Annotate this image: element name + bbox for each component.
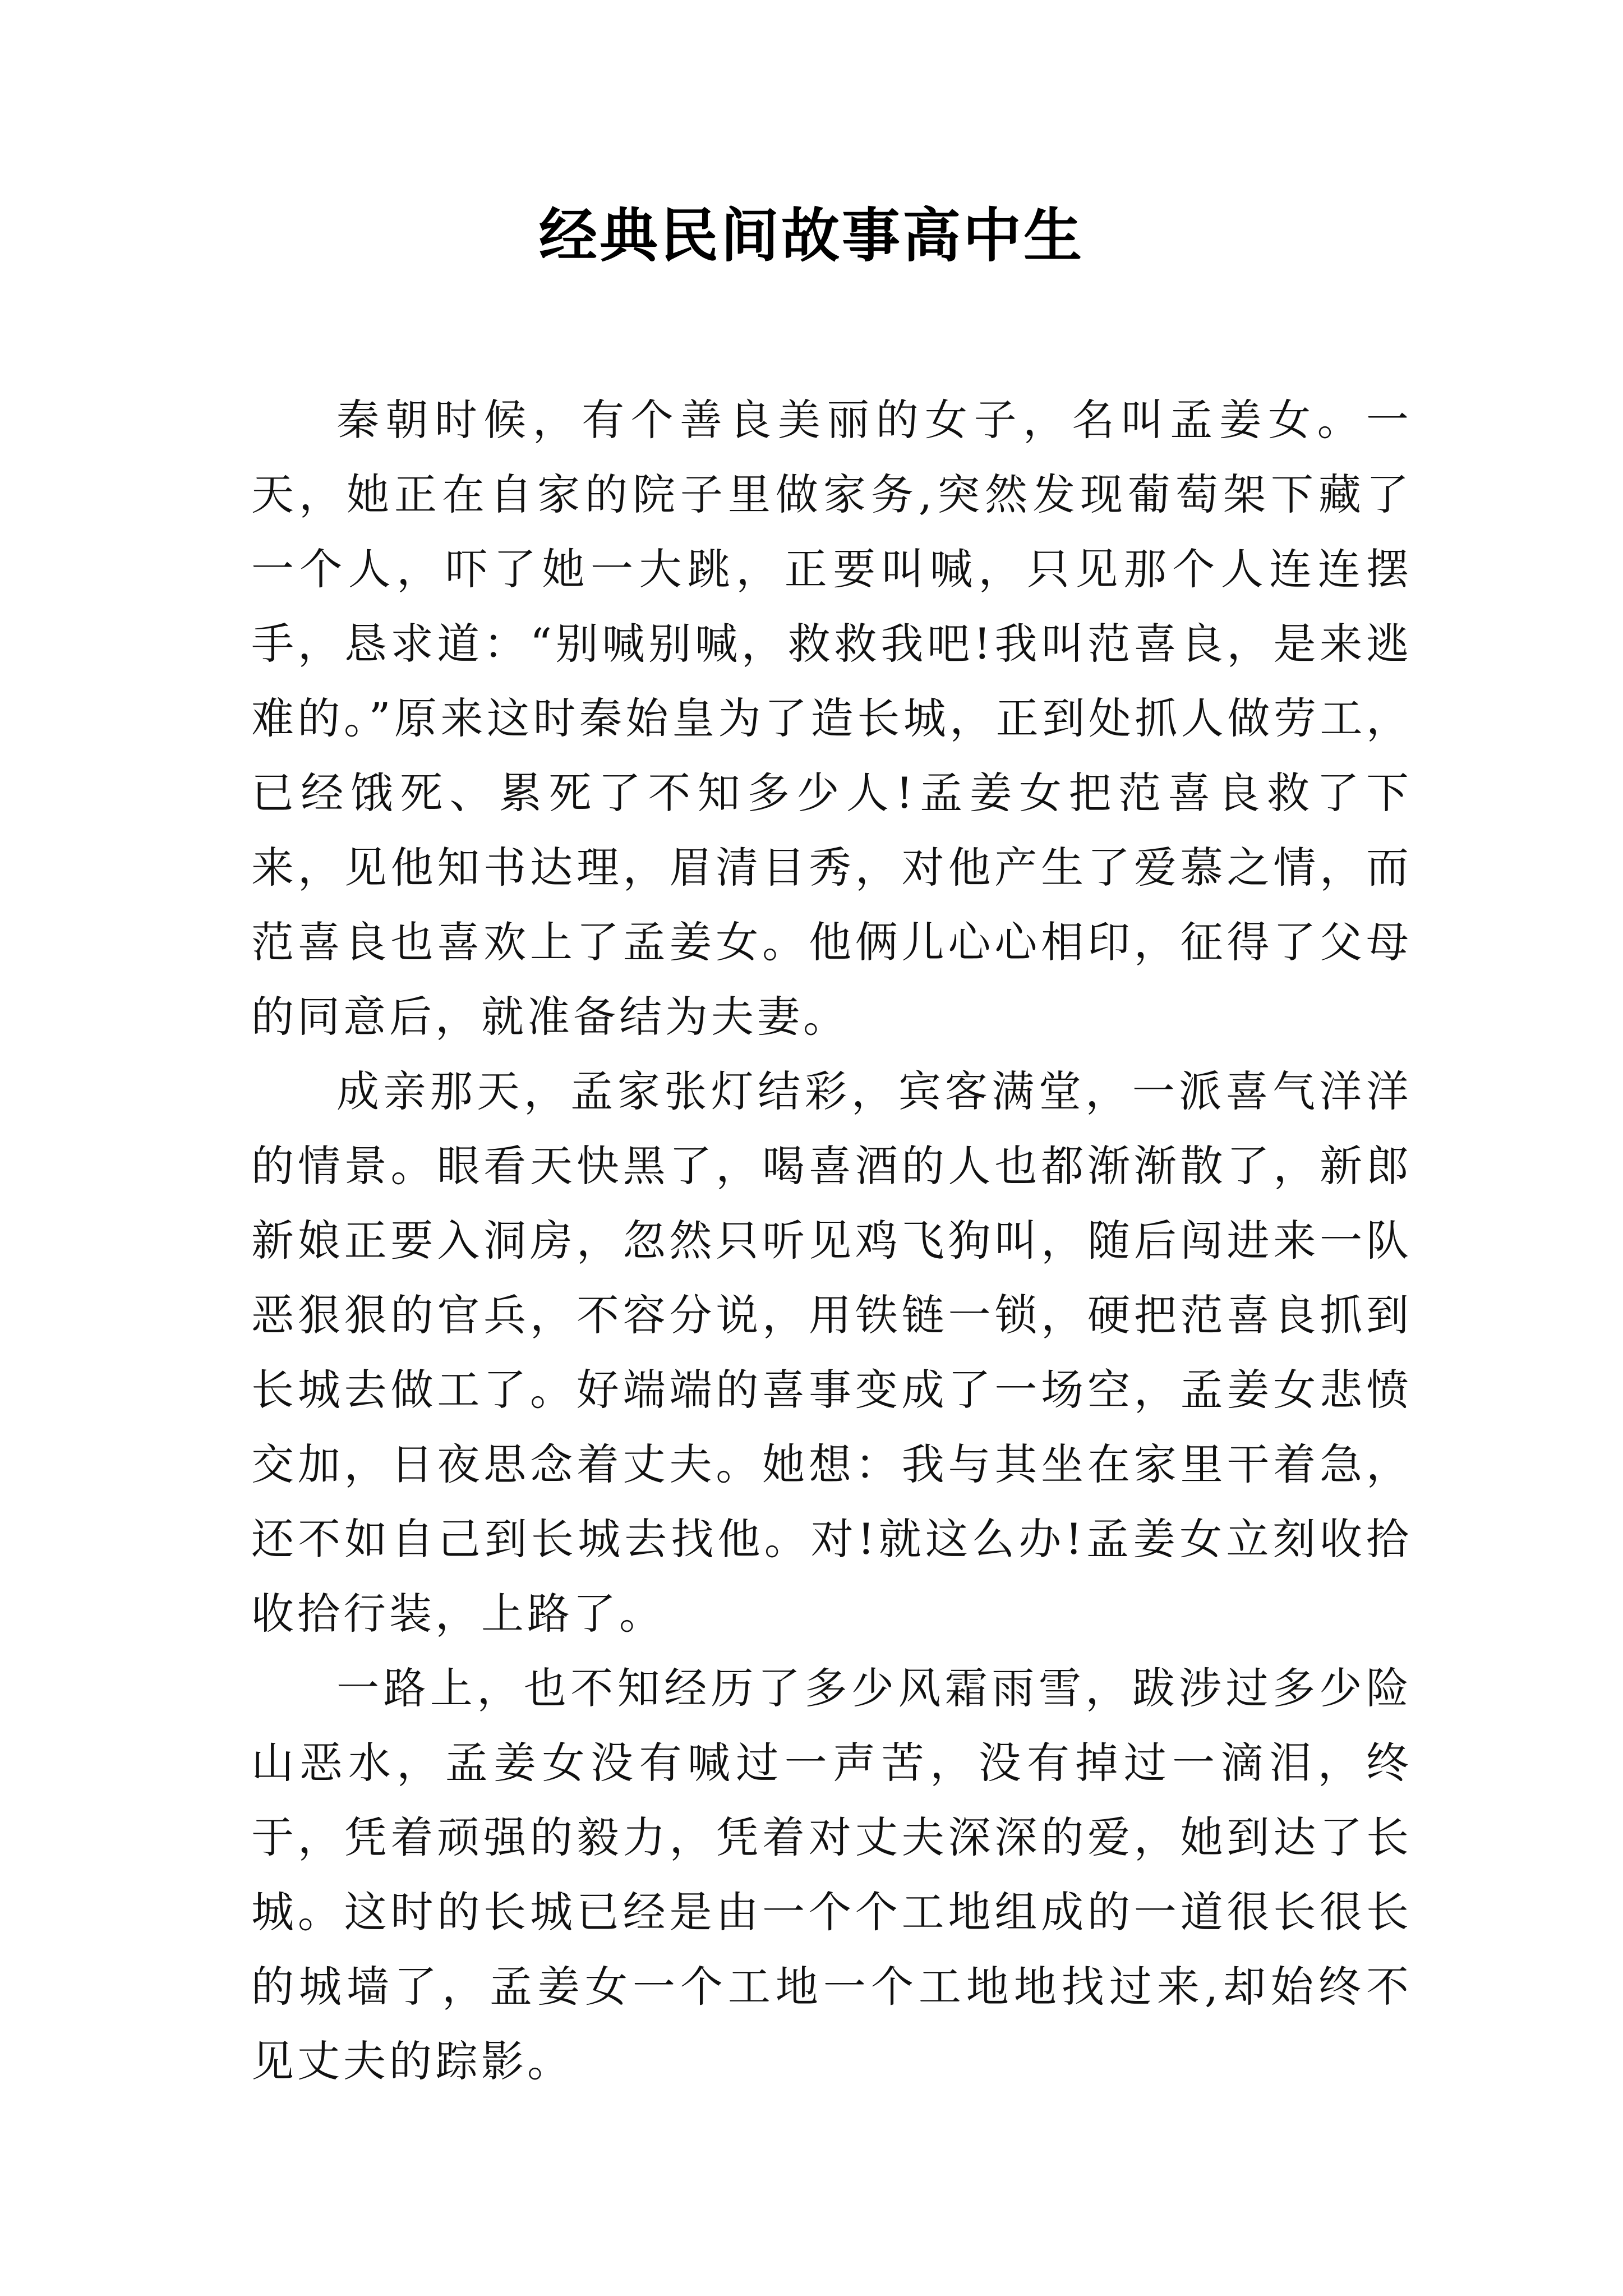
paragraph-3: 一路上，也不知经历了多少风霜雨雪，跋涉过多少险山恶水，孟姜女没有喊过一声苦，没有掉过一滴泪，终于，凭着顽强的毅力，凭着对丈夫深深的爱，她到达了长城。这时的长城已经是由一个个工地组成的一道很长很长的城墙了，孟姜女一个工地一个工地地找过来,却始终不见丈夫的踪影。 <box>251 1663 1412 2086</box>
paragraph-1: 秦朝时候，有个善良美丽的女子，名叫孟姜女。一天，她正在自家的院子里做家务,突然发现葡萄架下藏了一个人，吓了她一大跳，正要叫喊，只见那个人连连摆手，恳求道：“别喊别喊，救救我吧!我叫范喜良，是来逃难的。”原来这时秦始皇为了造长城，正到处抓人做劳工，已经饿死、累死了不知多少人!孟姜女把范喜良救了下来，见他知书达理，眉清目秀，对他产生了爱慕之情，而范喜良也喜欢上了孟姜女。他俩儿心心相印，征得了父母的同意后，就准备结为夫妻。 <box>251 395 1412 1042</box>
document-title: 经典民间故事高中生 <box>538 201 1084 270</box>
paragraph-2: 成亲那天，孟家张灯结彩，宾客满堂，一派喜气洋洋的情景。眼看天快黑了，喝喜酒的人也都渐渐散了，新郎新娘正要入洞房，忽然只听见鸡飞狗叫，随后闯进来一队恶狠狠的官兵，不容分说，用铁链一锁，硬把范喜良抓到长城去做工了。好端端的喜事变成了一场空，孟姜女悲愤交加，日夜思念着丈夫。她想：我与其坐在家里干着急，还不如自己到长城去找他。对!就这么办!孟姜女立刻收拾收拾行装，上路了。 <box>251 1066 1412 1639</box>
document-body <box>251 383 1412 2099</box>
